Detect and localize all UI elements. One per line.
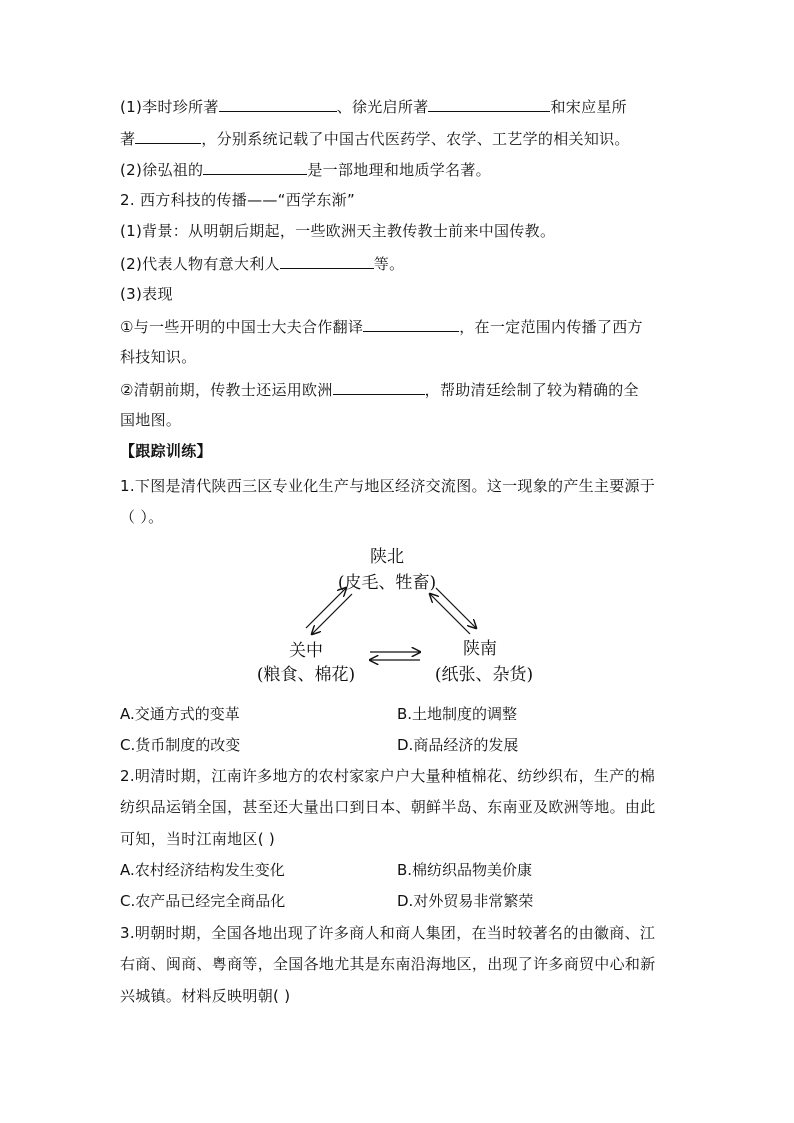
text-fragment: ②清朝前期，传教士还运用欧洲 — [120, 381, 333, 399]
answer-blank[interactable] — [203, 159, 307, 175]
section-heading: 【跟踪训练】 — [120, 442, 212, 460]
question-3-text: 右商、闽商、粤商等，全国各地尤其是东南沿海地区，出现了许多商贸中心和新 — [120, 955, 656, 973]
arrow-center-to-north — [306, 588, 346, 628]
arrow-north-to-south — [436, 588, 476, 628]
text-fragment: ①与一些开明的中国士大夫合作翻译 — [120, 318, 364, 336]
text-line — [120, 159, 491, 180]
text-fragment: (2)徐弘祖的 — [120, 161, 204, 179]
arrow-south-to-north — [430, 594, 470, 634]
question-2-text: 可知，当时江南地区( ) — [120, 830, 276, 848]
text-line — [120, 316, 643, 337]
text-line: (3)表现 — [120, 285, 173, 303]
question-1-option-b[interactable]: B.土地制度的调整 — [397, 705, 518, 723]
answer-blank[interactable] — [428, 96, 550, 112]
text-fragment: ，帮助清廷绘制了较为精确的全 — [424, 381, 639, 399]
text-line — [120, 96, 627, 117]
question-2-option-b[interactable]: B.棉纺织品物美价康 — [397, 861, 533, 879]
diagram-south-label: 陕南 — [463, 639, 497, 659]
question-1-text: 1.下图是清代陕西三区专业化生产与地区经济交流图。这一现象的产生主要源于 — [120, 477, 656, 495]
text-fragment: 和宋应星所 — [550, 98, 627, 116]
answer-blank[interactable] — [333, 379, 425, 395]
diagram-center-goods: (粮食、棉花) — [256, 665, 356, 685]
text-line: 国地图。 — [120, 411, 182, 429]
text-fragment: (2)代表人物有意大利人 — [120, 255, 280, 273]
text-line — [120, 128, 630, 149]
text-fragment: ，分别系统记载了中国古代医药学、农学、工艺学的相关知识。 — [201, 130, 630, 148]
diagram-south-goods: (纸张、杂货) — [434, 665, 534, 685]
arrow-north-to-center — [312, 594, 352, 634]
answer-blank[interactable] — [280, 253, 374, 269]
question-1-option-d[interactable]: D.商品经济的发展 — [397, 736, 519, 754]
text-fragment: ，在一定范围内传播了西方 — [459, 318, 643, 336]
text-fragment: 、徐光启所著 — [336, 98, 429, 116]
text-line: (1)背景：从明朝后期起，一些欧洲天主教传教士前来中国传教。 — [120, 222, 556, 240]
text-line: 2. 西方科技的传播——“西学东渐” — [120, 191, 356, 209]
question-1-option-c[interactable]: C.货币制度的改变 — [120, 736, 241, 754]
question-2-text: 2.明清时期，江南许多地方的农村家家户户大量种植棉花、纺纱织布，生产的棉 — [120, 767, 656, 785]
text-fragment: 是一部地理和地质学名著。 — [307, 161, 491, 179]
diagram-center-label: 关中 — [289, 641, 323, 661]
text-line: 科技知识。 — [120, 348, 197, 366]
question-3-text: 3.明朝时期，全国各地出现了许多商人和商人集团，在当时较著名的由徽商、江 — [120, 924, 656, 942]
text-fragment: 等。 — [373, 255, 405, 273]
text-line — [120, 253, 404, 274]
question-2-option-a[interactable]: A.农村经济结构发生变化 — [120, 861, 285, 879]
question-2-option-d[interactable]: D.对外贸易非常繁荣 — [397, 892, 534, 910]
question-1-text: （ ）。 — [120, 508, 164, 526]
diagram-north-label: 陕北 — [370, 547, 404, 567]
answer-blank[interactable] — [219, 96, 337, 112]
question-2-text: 纺织品运销全国，甚至还大量出口到日本、朝鲜半岛、东南亚及欧洲等地。由此 — [120, 798, 656, 816]
text-fragment: 著 — [120, 130, 136, 148]
question-2-option-c[interactable]: C.农产品已经完全商品化 — [120, 892, 286, 910]
text-fragment: (1)李时珍所著 — [120, 98, 219, 116]
answer-blank[interactable] — [363, 316, 459, 332]
question-3-text: 兴城镇。材料反映明朝( ) — [120, 987, 291, 1005]
diagram-north-goods: (皮毛、牲畜) — [337, 573, 437, 593]
economic-exchange-diagram — [240, 538, 560, 688]
diagram-arrows — [240, 538, 560, 688]
question-1-option-a[interactable]: A.交通方式的变革 — [120, 705, 240, 723]
answer-blank[interactable] — [135, 128, 201, 144]
text-line — [120, 379, 639, 400]
